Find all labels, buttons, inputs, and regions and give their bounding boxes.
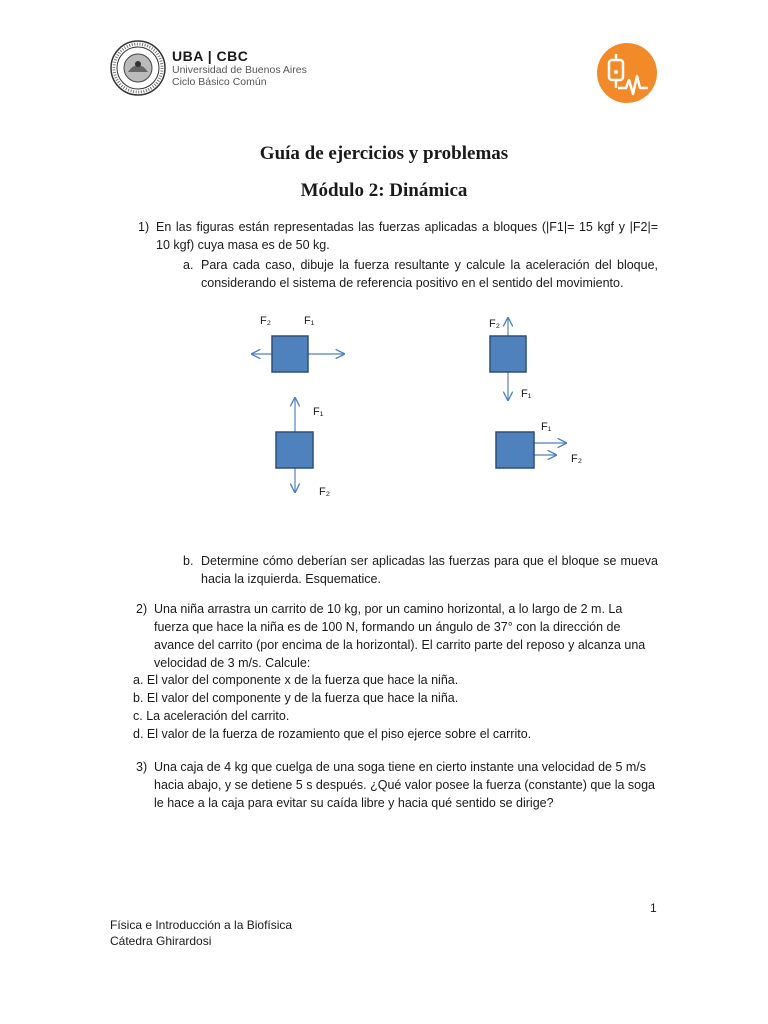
page-title: Guía de ejercicios y problemas xyxy=(259,143,509,164)
force-diagrams xyxy=(230,300,610,510)
problem-1-number: 1) xyxy=(138,220,150,234)
diagram-2-f2-label: F₂ xyxy=(489,318,500,330)
footer-course: Física e Introducción a la Biofísica xyxy=(110,918,293,932)
module-title: Módulo 2: Dinámica xyxy=(300,180,468,201)
diagram-4-f1-label: F₁ xyxy=(541,421,552,433)
cycle-name: Ciclo Básico Común xyxy=(172,76,267,88)
problem-1a-text: Para cada caso, dibuje la fuerza resultante y calcule la aceleración del bloque, considerando el sistema de referencia positivo en el sentido del movimiento. xyxy=(201,258,658,290)
problem-1-text: En las figuras están representadas las fuerzas aplicadas a bloques (|F1|= 15 kgf y |F2|= 10 kgf) cuya masa es de 50 kg. xyxy=(156,220,658,252)
problem-2-text: Una niña arrastra un carrito de 10 kg, por un camino horizontal, a lo largo de 2 m. La fuerza que hace la niña es de 100 N, formando un ángulo de 37° con la dirección de avance del carrito (por encima de la horizontal). El carrito parte del reposo y alcanza una velocidad de 3 m/s. Calcule: xyxy=(154,602,646,670)
diagram-2-f1-label: F₁ xyxy=(521,388,532,400)
diagram-3-block xyxy=(276,432,313,468)
problem-2-item-a: a. El valor del componente x de la fuerza que hace la niña. xyxy=(133,673,459,687)
footer-chair: Cátedra Ghirardosi xyxy=(110,934,212,948)
university-seal-icon xyxy=(110,40,166,96)
biophysics-logo-icon xyxy=(596,42,658,104)
problem-2-item-b: b. El valor del componente y de la fuerza que hace la niña. xyxy=(133,691,459,705)
diagram-3-f2-label: F₂ xyxy=(319,486,330,498)
diagram-4-f2-label: F₂ xyxy=(571,453,582,465)
problem-2-number: 2) xyxy=(136,602,148,616)
university-name: Universidad de Buenos Aires xyxy=(172,64,307,76)
problem-2-item-c: c. La aceleración del carrito. xyxy=(133,709,290,723)
diagram-2-block xyxy=(490,336,526,372)
problem-2-items xyxy=(133,671,653,743)
problem-1a-label: a. xyxy=(183,258,194,272)
diagram-4-block xyxy=(496,432,534,468)
page-number: 1 xyxy=(650,901,657,915)
diagram-1-f1-label: F₁ xyxy=(304,315,315,327)
problem-1b-label: b. xyxy=(183,554,194,568)
institution-name: UBA | CBC xyxy=(172,48,249,64)
problem-1b-text: Determine cómo deberían ser aplicadas las fuerzas para que el bloque se mueva hacia la izquierda. Esquematice. xyxy=(201,554,658,586)
problem-3-text: Una caja de 4 kg que cuelga de una soga tiene en cierto instante una velocidad de 5 m/s hacia abajo, y se detiene 5 s después. ¿Qué valor posee la fuerza (constante) que la soga le hace a la caja para evitar su caída libre y hacia qué sentido se dirige? xyxy=(154,760,656,810)
diagram-1-block xyxy=(272,336,308,372)
diagram-1-f2-label: F₂ xyxy=(260,315,271,327)
problem-3-number: 3) xyxy=(136,760,148,774)
footer xyxy=(110,917,292,949)
diagram-3-f1-label: F₁ xyxy=(313,406,324,418)
university-name-block xyxy=(172,64,307,88)
problem-2-item-d: d. El valor de la fuerza de rozamiento que el piso ejerce sobre el carrito. xyxy=(133,727,532,741)
